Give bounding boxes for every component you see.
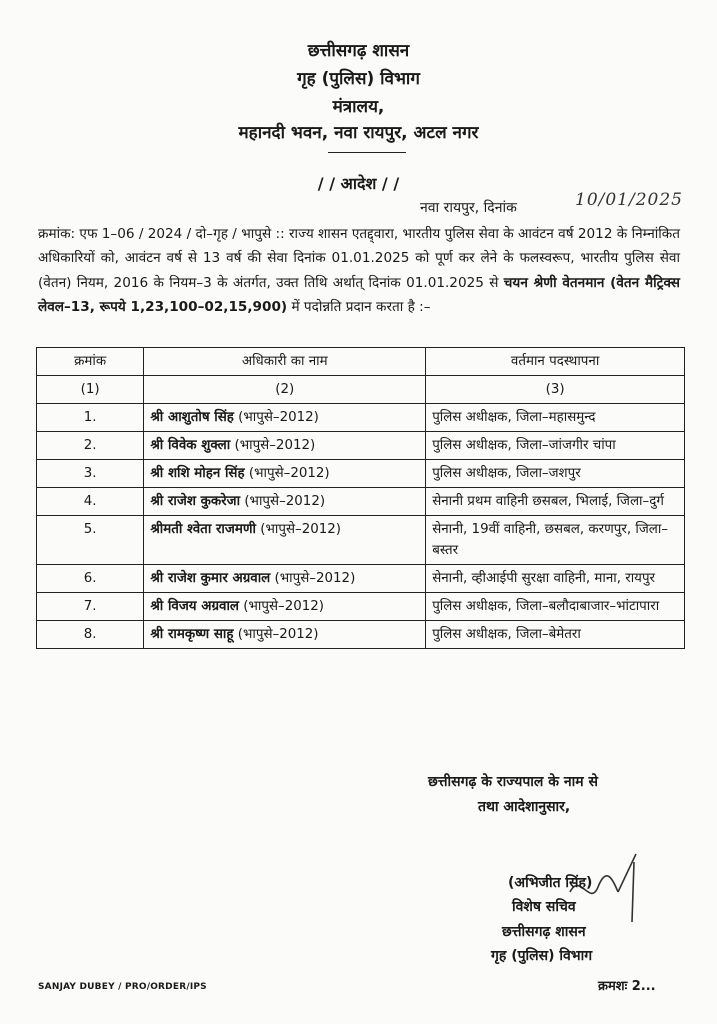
signatory-government: छत्तीसगढ़ शासन xyxy=(502,924,586,940)
table-row xyxy=(37,621,685,649)
serial-number: 3. xyxy=(37,460,144,488)
serial-number: 7. xyxy=(37,593,144,621)
paragraph-text-1: क्रमांक: एफ 1–06 / 2024 / दो–गृह / भापुसे :: राज्य शासन एतद्द्वारा, भारतीय पुलिस सेवा के आवंटन वर्ष 2012 के निम्नांकित अधिकारियों को, आवंटन वर्ष से 13 वर्ष की सेवा दिनांक 01.01.2025 को पूर्ण कर लेने के फलस्वरूप, भारतीय पुलिस सेवा (वेतन) नियम, 2016 के नियम–3 के अंतर्गत, उक्त तिथि अर्थात् दिनांक 01.01.2025 से xyxy=(38,226,680,291)
header-department: गृह (पुलिस) विभाग xyxy=(297,69,420,89)
header-divider xyxy=(328,152,406,153)
officer-cell xyxy=(144,404,426,432)
officer-name: श्री रामकृष्ण साहू xyxy=(150,627,234,642)
officer-service: (भापुसे–2012) xyxy=(274,571,356,586)
officer-name: श्री शशि मोहन सिंह xyxy=(150,466,245,481)
current-posting: पुलिस अधीक्षक, जिला–महासमुन्द xyxy=(426,404,685,432)
column-header-posting: वर्तमान पदस्थापना xyxy=(426,348,685,376)
officer-name: श्री आशुतोष सिंह xyxy=(150,410,234,425)
dateline: नवा रायपुर, दिनांक xyxy=(420,200,517,216)
officer-name: श्री विवेक शुक्ला xyxy=(150,438,231,453)
officer-service: (भापुसे–2012) xyxy=(234,438,316,453)
header-ministry: मंत्रालय, xyxy=(332,97,385,117)
table-row xyxy=(37,488,685,516)
officer-cell xyxy=(144,516,426,565)
table-row xyxy=(37,432,685,460)
signatory-designation: विशेष सचिव xyxy=(512,899,576,915)
officer-name: श्री राजेश कुकरेजा xyxy=(150,494,241,509)
officer-cell xyxy=(144,565,426,593)
serial-number: 6. xyxy=(37,565,144,593)
officer-cell xyxy=(144,593,426,621)
signatory-name: (अभिजीत सिंह) xyxy=(508,875,593,891)
current-posting: पुलिस अधीक्षक, जिला–जांजगीर चांपा xyxy=(426,432,685,460)
column-number: (3) xyxy=(426,376,685,404)
serial-number: 4. xyxy=(37,488,144,516)
officer-name: श्रीमती श्वेता राजमणी xyxy=(150,522,256,537)
column-number: (1) xyxy=(37,376,144,404)
officer-cell xyxy=(144,432,426,460)
order-title: / / आदेश / / xyxy=(317,174,400,193)
table-column-number-row xyxy=(37,376,685,404)
column-header-sno: क्रमांक xyxy=(37,348,144,376)
officer-service: (भापुसे–2012) xyxy=(238,410,319,425)
officer-service: (भापुसे–2012) xyxy=(237,627,319,642)
officer-cell xyxy=(144,488,426,516)
table-row xyxy=(37,593,685,621)
header-address: महानदी भवन, नवा रायपुर, अटल नगर xyxy=(238,123,479,143)
officer-service: (भापुसे–2012) xyxy=(248,466,330,481)
current-posting: पुलिस अधीक्षक, जिला–बेमेतरा xyxy=(426,621,685,649)
footer-reference: SANJAY DUBEY / PRO/ORDER/IPS xyxy=(38,982,207,992)
current-posting: सेनानी प्रथम वाहिनी छसबल, भिलाई, जिला–दुर्ग xyxy=(426,488,685,516)
closing-line-2: तथा आदेशानुसार, xyxy=(478,799,571,815)
table-row xyxy=(37,404,685,432)
officer-service: (भापुसे–2012) xyxy=(244,494,326,509)
officer-service: (भापुसे–2012) xyxy=(260,522,342,537)
current-posting: पुलिस अधीक्षक, जिला–बलौदाबाजार–भांटापारा xyxy=(426,593,685,621)
officer-name: श्री विजय अग्रवाल xyxy=(150,599,239,614)
officer-cell xyxy=(144,460,426,488)
serial-number: 1. xyxy=(37,404,144,432)
table-row xyxy=(37,565,685,593)
paragraph-text-2: में पदोन्नति प्रदान करता है :– xyxy=(287,299,431,316)
order-paragraph xyxy=(38,222,680,320)
table-header-row xyxy=(37,348,685,376)
officer-name: श्री राजेश कुमार अग्रवाल xyxy=(150,571,271,586)
table-row xyxy=(37,460,685,488)
handwritten-date: 10/01/2025 xyxy=(575,190,683,210)
current-posting: सेनानी, 19वीं वाहिनी, छसबल, करणपुर, जिला–बस्तर xyxy=(426,516,685,565)
signatory-department: गृह (पुलिस) विभाग xyxy=(491,948,593,964)
column-header-name: अधिकारी का नाम xyxy=(144,348,426,376)
closing-line-1: छत्तीसगढ़ के राज्यपाल के नाम से xyxy=(428,774,598,790)
paragraph-pay-scale: चयन श्रेणी वेतनमान (वेतन मैट्रिक्स लेवल–13, रूपये 1,23,100–02,15,900) xyxy=(38,274,680,316)
current-posting: पुलिस अधीक्षक, जिला–जशपुर xyxy=(426,460,685,488)
officer-service: (भापुसे–2012) xyxy=(243,599,325,614)
table-row xyxy=(37,516,685,565)
header-government: छत्तीसगढ़ शासन xyxy=(307,41,410,61)
current-posting: सेनानी, व्हीआईपी सुरक्षा वाहिनी, माना, रायपुर xyxy=(426,565,685,593)
officer-cell xyxy=(144,621,426,649)
footer-continued: क्रमशः 2... xyxy=(598,979,656,994)
serial-number: 8. xyxy=(37,621,144,649)
officers-table xyxy=(36,347,685,649)
serial-number: 2. xyxy=(37,432,144,460)
column-number: (2) xyxy=(144,376,426,404)
serial-number: 5. xyxy=(37,516,144,565)
